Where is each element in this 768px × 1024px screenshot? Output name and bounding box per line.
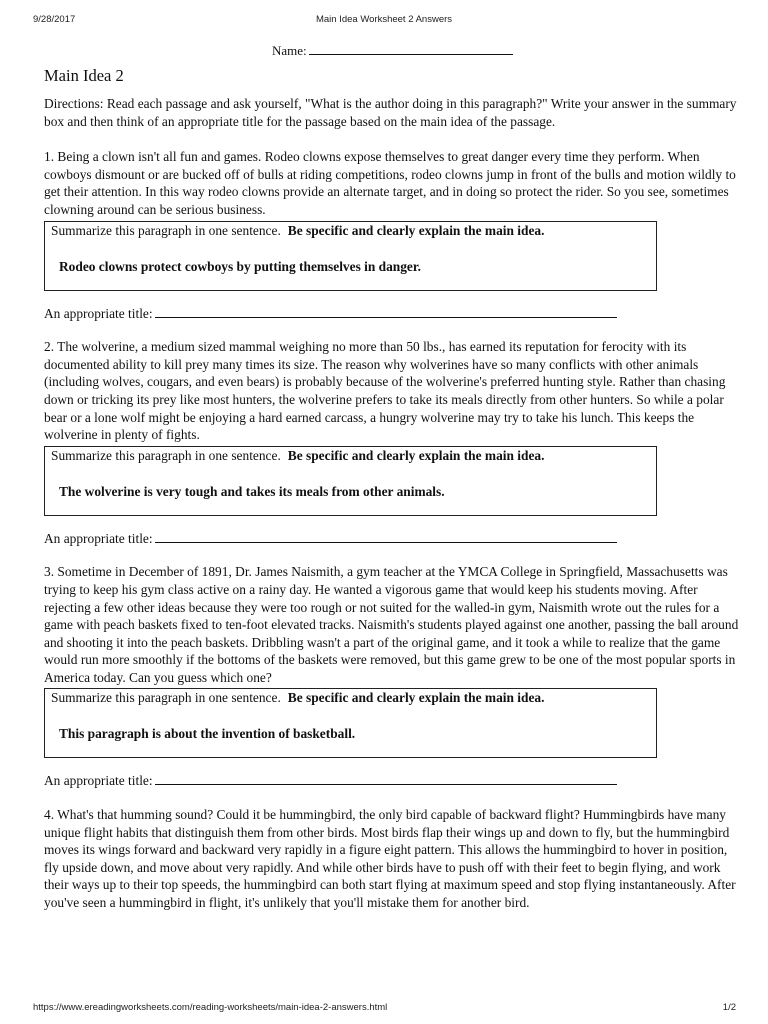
summary-answer-3: This paragraph is about the invention of basketball. <box>59 726 356 742</box>
summary-answer-2: The wolverine is very tough and takes its meals from other animals. <box>59 483 445 499</box>
title-row-3 <box>44 772 744 790</box>
name-row <box>272 42 744 60</box>
page-title: Main Idea 2 <box>44 66 124 85</box>
worksheet <box>44 42 744 914</box>
summary-instruction: Summarize this paragraph in one sentence. Be specific and clearly explain the main idea. <box>51 447 545 463</box>
summary-instruction: Summarize this paragraph in one sentence. Be specific and clearly explain the main idea. <box>51 690 545 706</box>
name-field[interactable] <box>309 42 513 55</box>
print-footer <box>0 1002 768 1016</box>
title-row-1 <box>44 305 744 323</box>
print-date: 9/28/2017 <box>33 14 76 25</box>
passage-4: 4. What's that humming sound? Could it be hummingbird, the only bird capable of backward flight? Hummingbirds have many unique flight habits that distinguish them from other birds. Most birds flap their wings up and down to fly, but the hummingbird moves its wings forward and backward very rapidly in a figure eight pattern. This allows the hummingbird to hover in position, fly upside down, and move about very rapidly. And while other birds have to push off with their feet to begin flying, and work their ways up to their top speeds, the hummingbird can both start flying at maximum speed and stop flying instantaneously. After you've seen a hummingbird in flight, it's unlikely that you'll mistake them for another bird. <box>44 807 736 911</box>
page-number: 1/2 <box>722 1002 736 1013</box>
title-row-2 <box>44 530 744 548</box>
directions: Directions: Read each passage and ask yourself, "What is the author doing in this paragraph?" Write your answer in the summary box and then think of an appropriate title for the passage based on the main idea of the passage. <box>44 96 737 129</box>
passage-1: 1. Being a clown isn't all fun and games. Rodeo clowns expose themselves to great danger every time they perform. When cowboys dismount or are bucked off of bulls at riding competitions, rodeo clowns jump in front of the bulls and motion wildly to get their attention. In this way rodeo clowns provide an alternate target, and in doing so protect the rider. So you see, sometimes clowning around can be serious business. <box>44 149 736 217</box>
summary-box-2[interactable] <box>44 446 657 516</box>
title-label: An appropriate title: <box>44 530 153 546</box>
title-label: An appropriate title: <box>44 773 153 789</box>
print-header <box>0 14 768 28</box>
name-label: Name: <box>272 43 307 58</box>
title-label: An appropriate title: <box>44 305 153 321</box>
print-url: https://www.ereadingworksheets.com/reading-worksheets/main-idea-2-answers.html <box>33 1002 388 1013</box>
summary-instruction: Summarize this paragraph in one sentence. Be specific and clearly explain the main idea. <box>51 222 545 238</box>
summary-box-3[interactable] <box>44 688 657 758</box>
passage-3: 3. Sometime in December of 1891, Dr. James Naismith, a gym teacher at the YMCA College in Springfield, Massachusetts was trying to keep his gym class active on a rainy day. He wanted a vigorous game that would keep his students moving. After rejecting a few other ideas because they were too rough or not suited for the walled-in gym, Naismith wrote out the rules for a game with peach baskets fixed to ten-foot elevated tracks. Naismith's students played against one another, passing the ball around and shooting it into the peach baskets. Dribbling wasn't a part of the original game, and it took a while to realize that the game would run more smoothly if the bottoms of the baskets were removed, but this game grew to be one of the most popular sports in America today. Can you guess which one? <box>44 564 739 685</box>
summary-box-1[interactable] <box>44 221 657 291</box>
passage-2: 2. The wolverine, a medium sized mammal weighing no more than 50 lbs., has earned its reputation for ferocity with its documented ability to kill prey many times its size. The reason why wolverines have so many conflicts with other animals (including wolves, cougars, and even bears) is probably because of the wolverine's preferred hunting style. Rather than chasing down or tricking its prey like most hunters, the wolverine prefers to take its meals directly from other hunters. So while a polar bear or a lone wolf might be enjoying a hard earned carcass, a hungry wolverine may try to take his lunch. This keeps the wolverine in plenty of fights. <box>44 339 726 443</box>
title-field-2[interactable] <box>155 530 617 543</box>
print-title: Main Idea Worksheet 2 Answers <box>315 14 453 25</box>
title-field-3[interactable] <box>155 772 617 785</box>
summary-answer-1: Rodeo clowns protect cowboys by putting themselves in danger. <box>59 258 421 274</box>
title-field-1[interactable] <box>155 305 617 318</box>
